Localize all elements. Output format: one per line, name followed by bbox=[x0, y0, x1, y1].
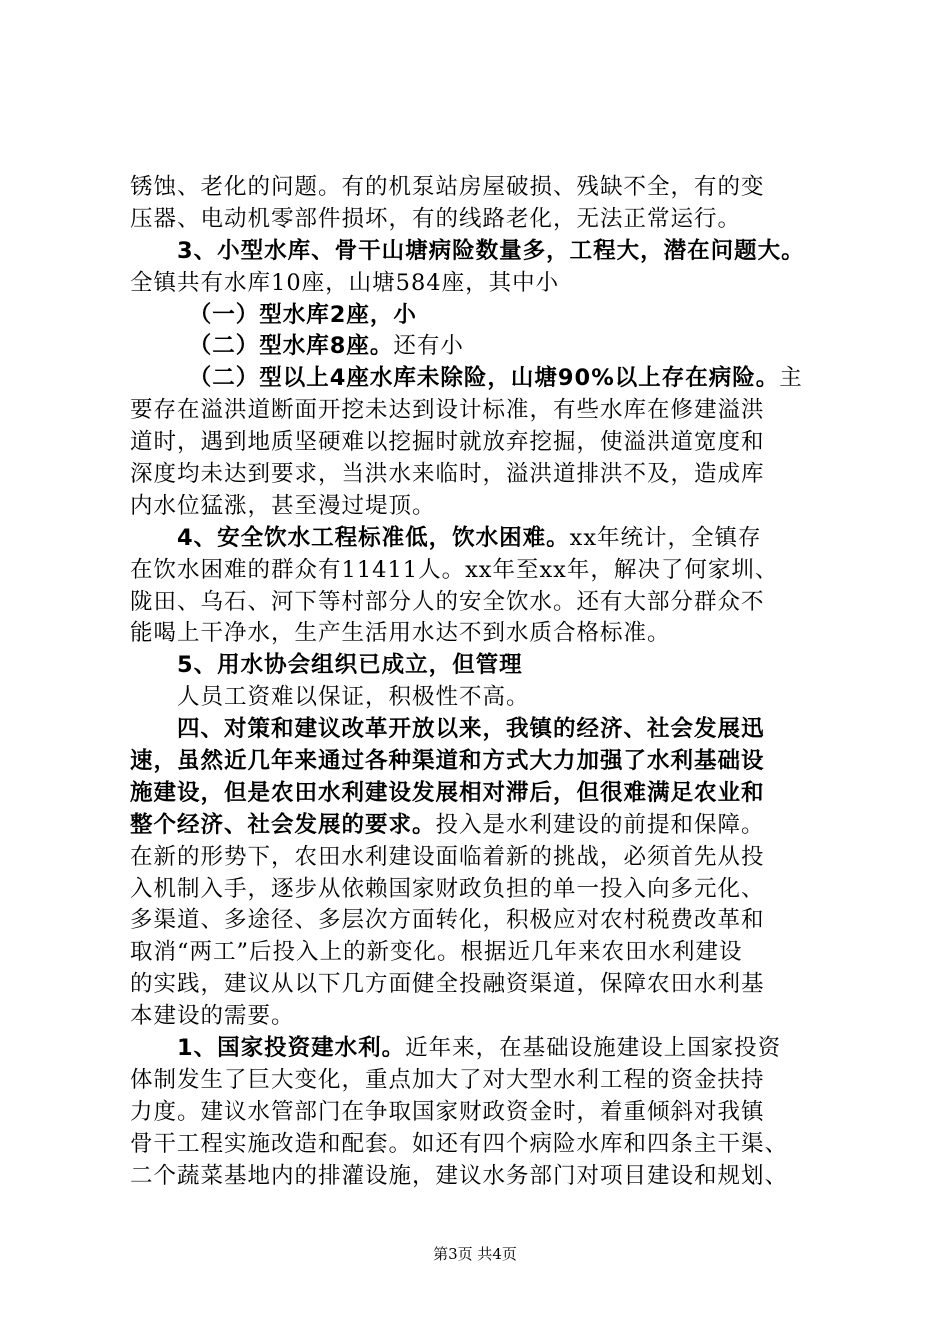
regular-text: 取消“两工”后投入上的新变化。根据近几年来农田水利建设 bbox=[130, 939, 743, 966]
regular-text: 在新的形势下，农田水利建设面临着新的挑战，必须首先从投 bbox=[130, 843, 765, 870]
text-line bbox=[130, 778, 842, 810]
text-line bbox=[130, 682, 842, 714]
regular-text: 能喝上干净水，生产生活用水达不到水质合格标准。 bbox=[130, 620, 671, 647]
regular-text: 陇田、乌石、河下等村部分人的安全饮水。还有大部分群众不 bbox=[130, 588, 765, 615]
bold-text: 5、用水协会组织已成立，但管理 bbox=[177, 652, 523, 679]
text-line bbox=[130, 331, 842, 363]
regular-text: 还有小 bbox=[393, 333, 464, 360]
text-line bbox=[130, 236, 842, 268]
text-line bbox=[130, 427, 842, 459]
bold-text: 4、安全饮水工程标准低，饮水困难。 bbox=[177, 524, 570, 551]
page-footer: 第3页 共4页 bbox=[433, 1245, 517, 1263]
text-line bbox=[130, 587, 842, 619]
bold-text: 速，虽然近几年来通过各种渠道和方式大力加强了水利基础设 bbox=[130, 748, 765, 775]
text-line bbox=[130, 268, 842, 300]
regular-text: 二个蔬菜基地内的排灌设施，建议水务部门对项目建设和规划、 bbox=[130, 1162, 789, 1189]
regular-text: 深度均未达到要求，当洪水来临时，溢洪道排洪不及，造成库 bbox=[130, 461, 765, 488]
text-line bbox=[130, 1065, 842, 1097]
regular-text: 人员工资难以保证，积极性不高。 bbox=[177, 684, 530, 711]
text-line bbox=[130, 491, 842, 523]
text-line bbox=[130, 746, 842, 778]
text-line bbox=[130, 555, 842, 587]
bold-text: 3、小型水库、骨干山塘病险数量多，工程大，潜在问题大。 bbox=[177, 237, 805, 264]
text-line bbox=[130, 1161, 842, 1193]
regular-text: 多渠道、多途径、多层次方面转化，积极应对农村税费改革和 bbox=[130, 907, 765, 934]
regular-text: 入机制入手，逐步从依赖国家财政负担的单一投入向多元化、 bbox=[130, 875, 765, 902]
text-line bbox=[130, 172, 842, 204]
regular-text: 主 bbox=[779, 365, 803, 392]
text-line bbox=[130, 810, 842, 842]
text-line bbox=[130, 618, 842, 650]
regular-text: 本建设的需要。 bbox=[130, 1003, 295, 1030]
text-line bbox=[130, 937, 842, 969]
text-line bbox=[130, 969, 842, 1001]
text-line bbox=[130, 1033, 842, 1065]
text-line bbox=[130, 842, 842, 874]
text-line bbox=[130, 459, 842, 491]
regular-text: 近年来，在基础设施建设上国家投资 bbox=[405, 1035, 782, 1062]
regular-text: 力度。建议水管部门在争取国家财政资金时，着重倾斜对我镇 bbox=[130, 1098, 765, 1125]
text-line bbox=[130, 1129, 842, 1161]
regular-text: 投入是水利建设的前提和保障。 bbox=[435, 811, 765, 838]
text-line bbox=[130, 523, 842, 555]
regular-text: 在饮水困难的群众有11411人。xx年至xx年，解决了何家圳、 bbox=[130, 556, 779, 583]
regular-text: 的实践，建议从以下几方面健全投融资渠道，保障农田水利基 bbox=[130, 971, 765, 998]
text-line bbox=[130, 300, 842, 332]
text-line bbox=[130, 1097, 842, 1129]
bold-text: （一）型水库2座，小 bbox=[188, 301, 417, 328]
regular-text: 压器、电动机零部件损坏，有的线路老化，无法正常运行。 bbox=[130, 205, 742, 232]
text-line bbox=[130, 395, 842, 427]
regular-text: 道时，遇到地质坚硬难以挖掘时就放弃挖掘，使溢洪道宽度和 bbox=[130, 429, 765, 456]
text-line bbox=[130, 905, 842, 937]
regular-text: 全镇共有水库10座，山塘584座，其中小 bbox=[130, 269, 560, 296]
regular-text: xx年统计，全镇存 bbox=[569, 524, 762, 551]
regular-text: 体制发生了巨大变化，重点加大了对大型水利工程的资金扶持 bbox=[130, 1066, 765, 1093]
bold-text: 1、国家投资建水利。 bbox=[177, 1035, 406, 1062]
text-line bbox=[130, 650, 842, 682]
regular-text: 锈蚀、老化的问题。有的机泵站房屋破损、残缺不全，有的变 bbox=[130, 174, 765, 200]
text-line bbox=[130, 1001, 842, 1033]
bold-text: （二）型水库8座。 bbox=[188, 333, 394, 360]
text-line bbox=[130, 714, 842, 746]
bold-text: 整个经济、社会发展的要求。 bbox=[130, 811, 436, 838]
text-line bbox=[130, 874, 842, 906]
text-line bbox=[130, 204, 842, 236]
bold-text: 施建设，但是农田水利建设发展相对滞后，但很难满足农业和 bbox=[130, 779, 765, 806]
regular-text: 骨干工程实施改造和配套。如还有四个病险水库和四条主干渠、 bbox=[130, 1130, 789, 1157]
regular-text: 内水位猛涨，甚至漫过堤顶。 bbox=[130, 492, 436, 519]
bold-text: 四、对策和建议改革开放以来，我镇的经济、社会发展迅 bbox=[177, 716, 765, 743]
regular-text: 要存在溢洪道断面开挖未达到设计标准，有些水库在修建溢洪 bbox=[130, 397, 765, 424]
bold-text: （二）型以上4座水库未除险，山塘90%以上存在病险。 bbox=[188, 365, 780, 392]
text-line bbox=[130, 363, 842, 395]
document-body bbox=[130, 172, 842, 1193]
